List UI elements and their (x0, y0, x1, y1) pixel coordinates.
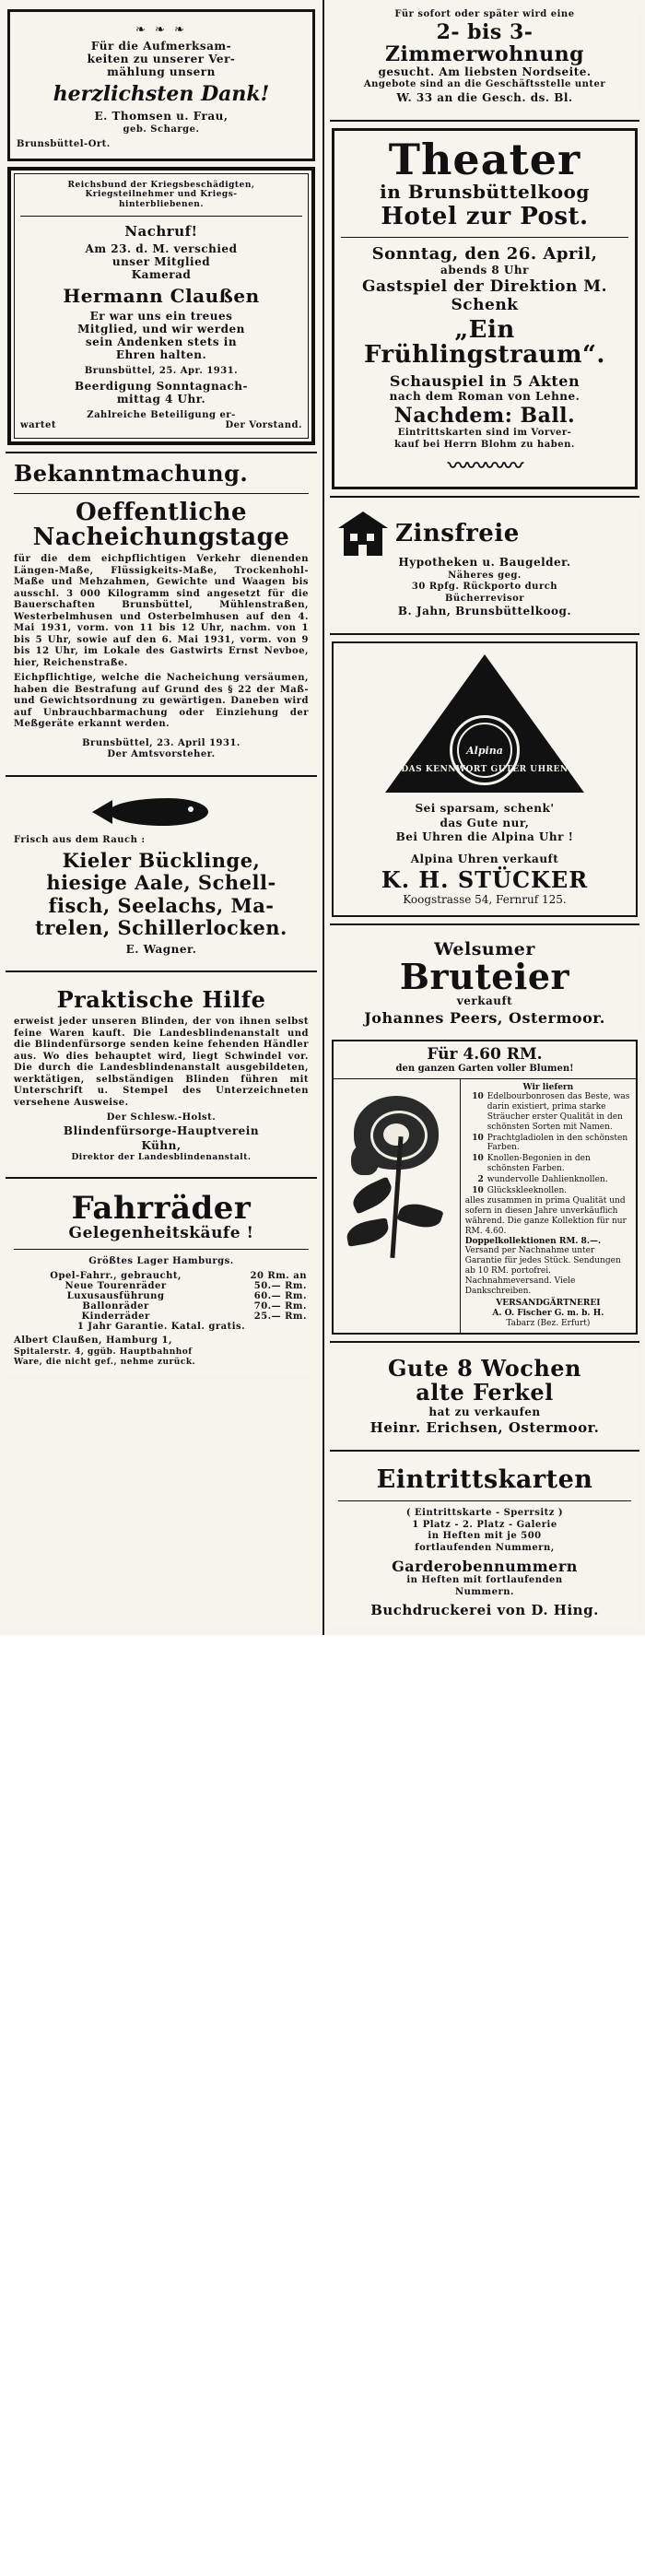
obituary-participation2: wartet (20, 420, 56, 431)
garden-text: wundervolle Dahlienknollen. (487, 1174, 608, 1184)
tickets-line1: ( Eintrittskarte - Sperrsitz ) (405, 1508, 564, 1519)
bike-warranty: 1 Jahr Garantie. Katal. gratis. (76, 1322, 246, 1333)
alpina-dealer-name: K. H. STÜCKER (381, 866, 589, 894)
obituary-l1: Am 23. d. M. verschied (85, 242, 238, 256)
mortgage-line5: B. Jahn, Brunsbüttelkoog. (397, 605, 572, 618)
obituary-participation1: Zahlreiche Beteiligung er- (87, 409, 236, 420)
ad-alpina-watches (332, 641, 638, 917)
garden-note1: alles zusammen in prima Qualität und sofern in diesen Jahre unverkäuflich während. Die ganze Kollektion für nur RM. 4.60. (464, 1196, 627, 1236)
garden-caption: Wir liefern (522, 1082, 574, 1092)
fish-icon (92, 793, 230, 833)
garden-note2: Doppelkollektionen RM. 8.—. (464, 1236, 602, 1246)
flat-line5: W. 33 an die Gesch. ds. Bl. (396, 90, 573, 104)
tickets-title: Eintrittskarten (376, 1465, 593, 1495)
garden-details (461, 1079, 636, 1333)
theater-time: abends 8 Uhr (440, 263, 529, 276)
garden-text: Edelbourbonrosen das Beste, was darin existiert, prima starke Sträucher erster Qualität in den schönsten Sorten mit Namen. (487, 1092, 630, 1132)
garden-qty: 10 (472, 1154, 484, 1164)
bike-item: Neue Tourenräder (64, 1281, 167, 1292)
garden-sender1: VERSANDGÄRTNEREI (496, 1299, 601, 1309)
list-item (465, 1186, 631, 1196)
bike-item: Opel-Fahrr., gebraucht, (50, 1271, 182, 1282)
obituary-body2: Mitglied, und wir werden (77, 323, 245, 336)
obituary-org2: Kriegsteilnehmer und Kriegs- (85, 190, 238, 200)
ad-bicycles (7, 1185, 315, 1375)
ornament-top: ❧ ❧ ❧ (135, 23, 187, 37)
theater-tickets2: kauf bei Herrn Blohm zu haben. (394, 439, 575, 450)
garden-text: Knollen-Begonien in den schönsten Farben. (487, 1154, 591, 1173)
thomsen-line3: mählung unsern (107, 65, 216, 78)
tickets-printer: Buchdruckerei von D. Hing. (370, 1602, 599, 1619)
garden-sender2: A. O. Fischer G. m. b. H. (492, 1309, 604, 1319)
thomsen-thanks: herzlichsten Dank! (53, 82, 270, 107)
ad-thomsen-thanks (7, 9, 315, 161)
bicycles-seller3: Ware, die nicht gef., nehme zurück. (14, 1357, 196, 1367)
bike-price: 70.— Rm. (253, 1301, 307, 1312)
theater-guest-performance: Gastspiel der Direktion M. Schenk (361, 277, 608, 315)
divider (330, 120, 639, 122)
list-item (465, 1134, 631, 1154)
notice-paragraph-2: Eichpflichtige, welche die Nacheichung versäumen, haben die Bestrafung auf Grund des § 22 der Maß- und Gewichtsordnung zu gewärtigen. Daneben wird auf Unbrauchbarmachung oder Einziehung der Meßgeräte erkannt werden. (14, 673, 309, 730)
alpina-banner: DAS KENNWORT GUTER UHREN (401, 765, 569, 775)
blind-aid-sig4: Direktor der Landesblindenanstalt. (71, 1153, 252, 1163)
divider (6, 1177, 317, 1179)
flat-line2: 2- bis 3-Zimmerwohnung (384, 19, 585, 66)
obituary-body1: Er war uns ein treues (89, 310, 233, 323)
table-row (14, 1281, 309, 1291)
blind-aid-body: erweist jeder unseren Blinden, der von ihnen selbst feine Waren kauft. Die Landesblindenanstalt und die Blindenfürsorge senden keine fehenden Händler aus. Wo dies behauptet wird, liegt Schwindel vor. Die durch die Landesblindenanstalt ausgebildeten, werktätigen, selbständigen Blinden führen mit Unterschrift u. Stempel des Unterzeichneten versehene Ausweise. (14, 1017, 309, 1108)
bicycles-title: Fahrräder (71, 1189, 252, 1227)
blind-aid-title: Praktische Hilfe (56, 986, 266, 1014)
eggs-sold-by: verkauft (456, 994, 513, 1007)
fish-line4: trelen, Schillerlocken. (35, 915, 287, 939)
rose-icon (337, 1083, 456, 1258)
ornament-waves: 〰〰〰〰 (447, 454, 522, 479)
thomsen-place: Brunsbüttel-Ort. (17, 139, 111, 150)
theater-title: Theater (388, 134, 581, 184)
obituary-funeral2: mittag 4 Uhr. (116, 392, 206, 406)
table-row (14, 1271, 309, 1281)
thomsen-line2: keiten zu unserer Ver- (87, 52, 236, 65)
fish-top-line: Frisch aus dem Rauch : (14, 834, 146, 845)
bicycles-seller2: Spitalerstr. 4, ggüb. Hauptbahnhof (14, 1347, 193, 1357)
list-item (465, 1092, 631, 1132)
piglets-line2: alte Ferkel (416, 1379, 554, 1406)
piglets-seller: Heinr. Erichsen, Ostermoor. (369, 1419, 600, 1437)
bike-item: Ballonräder (82, 1301, 149, 1312)
ad-hatching-eggs (332, 932, 638, 1034)
theater-date: Sonntag, den 26. April, (371, 243, 598, 264)
list-item (465, 1154, 631, 1174)
garden-qty: 10 (472, 1092, 484, 1102)
table-row (14, 1301, 309, 1312)
tickets-line5: Garderobennummern (392, 1558, 578, 1576)
ad-smoked-fish (7, 783, 315, 965)
divider (330, 1341, 639, 1343)
obituary-place-date: Brunsbüttel, 25. Apr. 1931. (84, 365, 239, 376)
obituary-body4: Ehren halten. (115, 347, 207, 361)
notice-blind-aid (7, 979, 315, 1170)
ad-mortgage (332, 504, 638, 627)
house-icon (338, 512, 388, 556)
table-row (14, 1322, 309, 1332)
triangle-logo-icon (385, 654, 584, 793)
obituary-signature: Der Vorstand. (225, 420, 302, 431)
thomsen-name2: geb. Scharge. (123, 124, 200, 135)
list-item (465, 1175, 631, 1185)
alpina-slogan2: das Gute nur, (440, 816, 530, 829)
garden-qty: 2 (477, 1174, 484, 1184)
bicycles-price-table (14, 1271, 309, 1332)
thomsen-line1: Für die Aufmerksam- (90, 40, 232, 53)
blind-aid-sig1: Der Schlesw.-Holst. (106, 1112, 217, 1123)
ad-obituary-claussen (7, 167, 315, 445)
bike-price: 25.— Rm. (253, 1312, 307, 1323)
blind-aid-sig2: Blindenfürsorge-Hauptverein (63, 1123, 260, 1137)
notice-bekanntmachung (7, 460, 315, 769)
divider (6, 970, 317, 972)
notice-head2: Nacheichungstage (32, 523, 290, 551)
theater-location2: Hotel zur Post. (381, 202, 589, 230)
ad-tickets-printing (332, 1458, 638, 1626)
blind-aid-sig3: Kühn, (141, 1138, 182, 1152)
bicycles-stock: Größtes Lager Hamburgs. (88, 1255, 234, 1266)
garden-qty: 10 (472, 1133, 484, 1143)
garden-note4: Nachnahmeversand. Viele Dankschreiben. (464, 1276, 576, 1296)
tickets-line7: Nummern. (455, 1586, 514, 1597)
theater-play-line2: Frühlingstraum“. (364, 341, 605, 370)
theater-play-line1: „Ein (454, 316, 515, 345)
notice-signature: Der Amtsvorsteher. (107, 749, 216, 760)
garden-item-list (465, 1092, 631, 1195)
theater-genre: Schauspiel in 5 Akten (389, 371, 580, 390)
flat-line1: Für sofort oder später wird eine (394, 9, 575, 19)
theater-location1: in Brunsbüttelkoog (380, 180, 590, 203)
eggs-breed: Welsumer (434, 939, 535, 959)
obituary-l2: unser Mitglied (111, 254, 211, 268)
obituary-l3: Kamerad (131, 267, 192, 281)
fish-line3: fisch, Seelachs, Ma- (48, 893, 275, 917)
notice-title: Bekanntmachung. (14, 459, 249, 487)
garden-sender3: Tabarz (Bez. Erfurt) (506, 1318, 591, 1328)
bike-price: 60.— Rm. (253, 1291, 307, 1302)
alpina-logo-text: Alpina (457, 723, 512, 778)
alpina-sold-by: Alpina Uhren verkauft (410, 852, 559, 865)
mortgage-line3: 30 Rpfg. Rückporto durch (411, 582, 558, 593)
piglets-line1: Gute 8 Wochen (388, 1354, 581, 1382)
garden-note3: Versand per Nachnahme unter Garantie für jedes Stück. Sendungen ab 10 RM. portofrei. (464, 1246, 621, 1276)
alpina-logo (340, 654, 629, 793)
alpina-slogan1: Sei sparsam, schenk' (415, 802, 555, 816)
garden-head2: den ganzen Garten voller Blumen! (395, 1063, 574, 1074)
garden-text: Glückskleeknollen. (487, 1185, 568, 1195)
obituary-inner (14, 173, 309, 439)
eggs-title: Bruteier (399, 956, 570, 997)
theater-ball: Nachdem: Ball. (393, 404, 576, 429)
table-row (14, 1291, 309, 1301)
divider (330, 1450, 639, 1452)
ad-garden-flowers (332, 1040, 638, 1335)
fish-line1: Kieler Bücklinge, (62, 849, 261, 873)
fish-line2: hiesige Aale, Schell- (46, 871, 276, 895)
piglets-line3: hat zu verkaufen (428, 1405, 541, 1418)
alpina-slogan3: Bei Uhren die Alpina Uhr ! (395, 830, 574, 844)
clock-icon (450, 715, 520, 785)
mortgage-title: Zinsfreie (395, 520, 520, 548)
garden-head1: Für 4.60 RM. (427, 1044, 543, 1064)
ad-theater (332, 128, 638, 490)
right-column (324, 0, 645, 1635)
obituary-funeral1: Beerdigung Sonntagnach- (75, 380, 248, 394)
mortgage-line2: Näheres geg. (448, 570, 522, 581)
mortgage-line1: Hypotheken u. Baugelder. (398, 556, 571, 570)
notice-place-date: Brunsbüttel, 23. April 1931. (82, 737, 240, 748)
divider (6, 452, 317, 453)
bike-price: 50.— Rm. (253, 1281, 307, 1292)
eggs-seller: Johannes Peers, Ostermoor. (364, 1008, 605, 1027)
tickets-line3: in Heften mit je 500 (428, 1531, 542, 1542)
ad-flat-wanted (332, 9, 638, 113)
tickets-line6: in Heften mit fortlaufenden (406, 1575, 563, 1586)
flat-line3: gesucht. Am liebsten Nordseite. (378, 65, 592, 78)
mortgage-line4: Bücherrevisor (444, 593, 525, 604)
tickets-line4: fortlaufenden Nummern, (415, 1542, 555, 1553)
left-column (0, 0, 324, 1635)
obituary-org3: hinterbliebenen. (119, 199, 204, 209)
theater-after-novel: nach dem Roman von Lehne. (389, 389, 580, 403)
notice-paragraph-1: für die dem eichpflichtigen Verkehr dienenden Längen-Maße, Flüssigkeits-Maße, Trockenhohl-Maße und Mehzahmen, Gewichte und Waagen bis ausschl. 3 000 Kilogramm sind angesetzt für die Bauerschaften Brunsbüttel, Mühlenstraßen, Westerbelmhusen und Osterbelmhusen auf den 4. Mai 1931, vorm. von 11 bis 12 Uhr, nachm. von 1 bis 5 Uhr, sowie auf den 6. Mai 1931, vorm. von 9 bis 12 Uhr, im Lokale des Gastwirts Ernst Nevboe, hier, Reichenstraße. (14, 554, 309, 668)
garden-illustration (334, 1079, 461, 1333)
bicycles-seller1: Albert Claußen, Hamburg 1, (14, 1335, 172, 1347)
bike-price: 20 Rm. an (250, 1271, 307, 1282)
alpina-dealer-address: Koogstrasse 54, Fernruf 125. (403, 893, 567, 907)
bike-item: Kinderräder (81, 1312, 150, 1323)
bicycles-subtitle: Gelegenheitskäufe ! (68, 1223, 254, 1242)
table-row (14, 1312, 309, 1322)
divider (330, 923, 639, 925)
obituary-body3: sein Andenken stets in (85, 335, 238, 348)
bike-item: Luxusausführung (66, 1291, 165, 1302)
ad-piglets (332, 1349, 638, 1443)
tickets-line2: 1 Platz - 2. Platz - Galerie (412, 1519, 557, 1530)
obituary-org1: Reichsbund der Kriegsbeschädigten, (67, 180, 255, 190)
thomsen-name: E. Thomsen u. Frau, (94, 110, 229, 124)
fish-seller-name: E. Wagner. (125, 942, 197, 956)
divider (6, 775, 317, 777)
obituary-deceased-name: Hermann Claußen (63, 285, 260, 308)
divider (330, 633, 639, 635)
garden-headline (334, 1041, 636, 1079)
notice-head1: Oeffentliche (75, 498, 248, 526)
obituary-heading: Nachruf! (124, 223, 198, 241)
flat-line4: Angebote sind an die Geschäftsstelle unter (363, 79, 606, 90)
divider (330, 496, 639, 498)
garden-text: Prachtgladiolen in den schönsten Farben. (487, 1133, 628, 1153)
theater-tickets1: Eintrittskarten sind im Vorver- (397, 428, 572, 439)
garden-qty: 10 (472, 1185, 484, 1195)
